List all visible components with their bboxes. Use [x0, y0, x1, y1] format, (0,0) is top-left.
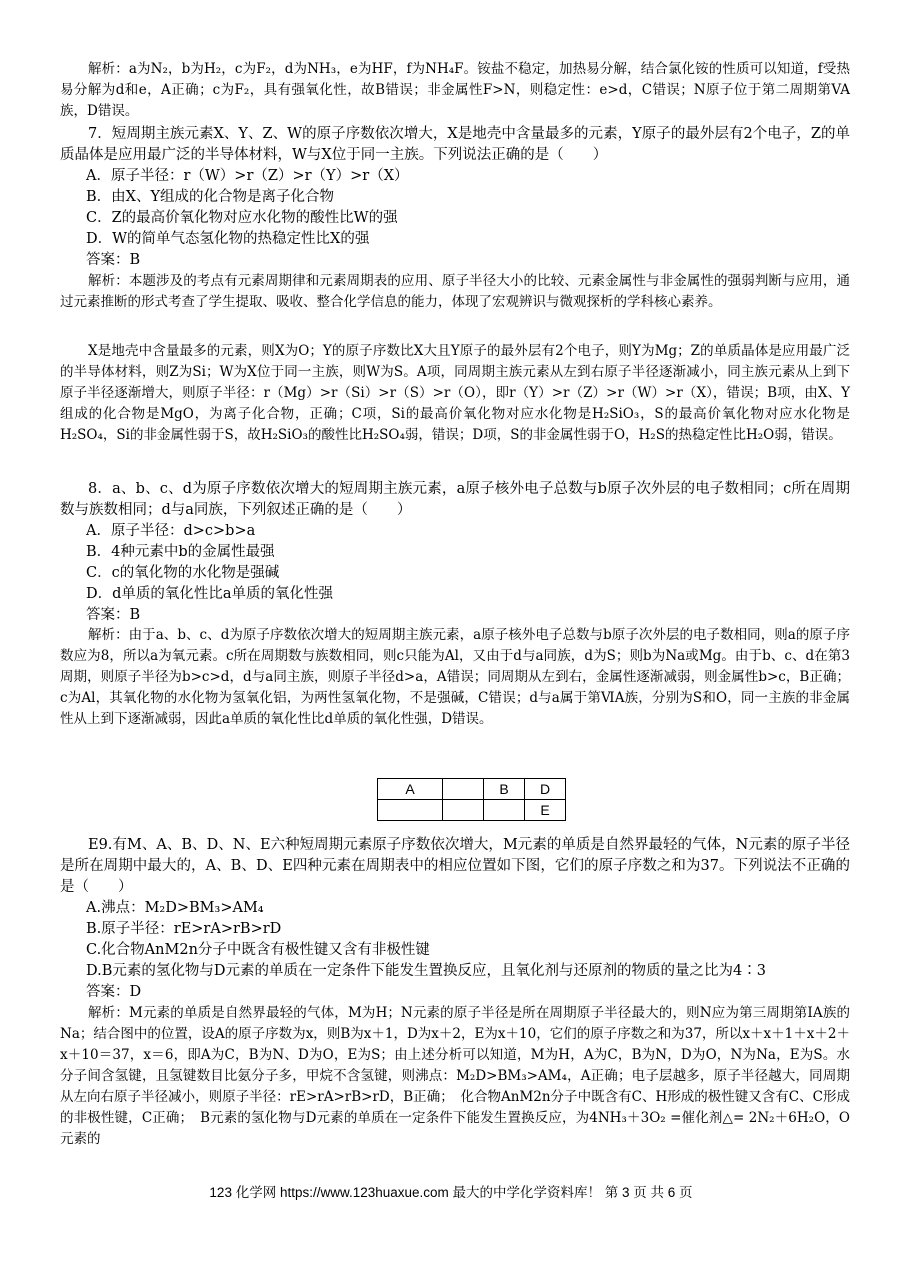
question-7: 7．短周期主族元素X、Y、Z、W的原子序数依次增大，X是地壳中含量最多的元素，Y原子的最外层有2个电子，Z的单质晶体是应用最广泛的半导体材料，W与X位于同一主族。下列说法正确的是（ ） [60, 126, 850, 163]
q7-option-c: C．Z的最高价氧化物对应水化物的酸性比W的强 [86, 210, 398, 226]
table-cell: B [484, 779, 525, 800]
question-8: 8．a、b、c、d为原子序数依次增大的短周期主族元素，a原子核外电子总数与b原子次外层的电子数相同；c所在周期数与族数相同；d与a同族，下列叙述正确的是（ ） [60, 481, 850, 518]
q7-option-b: B．由X、Y组成的化合物是离子化合物 [86, 189, 335, 205]
q8-option-a: A．原子半径：d>c>b>a [86, 523, 256, 539]
table-row [378, 779, 566, 800]
q9-option-b: B.原子半径：rE>rA>rB>rD [86, 921, 282, 937]
paragraph-analysis-6: 解析：a为N₂，b为H₂，c为F₂，d为NH₃，e为HF，f为NH₄F。铵盐不稳定，加热易分解，结合氯化铵的性质可以知道，f受热易分解为d和e，A正确；c为F₂，具有强氧化性，故B错误；非金属性F>N，则稳定性：e>d，C错误；N原子位于第二周期第VA族，D错误。 [60, 61, 850, 119]
periodic-position-table [377, 778, 566, 821]
q7-answer: 答案：B [86, 252, 141, 268]
q8-option-d: D．d单质的氧化性比a单质的氧化性强 [86, 586, 334, 602]
page-footer: 123 化学网 https://www.123huaxue.com 最大的中学化学资料库！ 第 3 页 共 6 页 [209, 1185, 693, 1200]
table-cell [378, 800, 443, 821]
question-9: E9.有M、A、B、D、N、E六种短周期元素原子序数依次增大，M元素的单质是自然界最轻的气体，N元素的原子半径是所在周期中最大的，A、B、D、E四种元素在周期表中的相应位置如下图，它们的原子序数之和为37。下列说法不正确的是（ ） [60, 837, 850, 895]
q8-analysis: 解析：由于a、b、c、d为原子序数依次增大的短周期主族元素，a原子核外电子总数与b原子次外层的电子数相同，则a的原子序数应为8，所以a为氧元素。c所在周期数与族数相同，则c只能为Al，又由于d与a同族，d为S；则b为Na或Mg。由于b、c、d在第3周期，则原子半径为b>c>d，d与a同主族，则原子半径d>a，A错误；同周期从左到右，金属性逐渐减弱，则金属性b>c，B正确；c为Al，其氧化物的水化物为氢氧化铝，为两性氢氧化物，不是强碱，C错误；d与a属于第ⅥA族，分别为S和O，同一主族的非金属性从上到下逐渐减弱，因此a单质的氧化性比d单质的氧化性强，D错误。 [60, 627, 850, 727]
q9-analysis: 解析：M元素的单质是自然界最轻的气体，M为H；N元素的原子半径是所在周期原子半径最大的，则N应为第三周期第ⅠA族的Na；结合图中的位置，设A的原子序数为x，则B为x＋1，D为x＋2，E为x＋10，它们的原子序数之和为37，所以x＋x＋1＋x＋2＋x＋10＝37，x＝6，即A为C，B为N、D为O，E为S；由上述分析可以知道，M为H，A为C，B为N，D为O，N为Na，E为S。水分子间含氢键，且氢键数目比氨分子多，甲烷不含氢键，则沸点：M₂D>BM₃>AM₄，A正确；电子层越多，原子半径越大，同周期从左向右原子半径减小，则原子半径：rE>rA>rB>rD，B正确； 化合物AnM2n分子中既含有C、H形成的极性键又含有C、C形成的非极性键，C正确； B元素的氢化物与D元素的单质在一定条件下能发生置换反应，为4NH₃＋3O₂ =催化剂△= 2N₂＋6H₂O，O元素的 [60, 1005, 850, 1147]
table-cell [443, 800, 484, 821]
table-cell [443, 779, 484, 800]
q9-option-a: A.沸点：M₂D>BM₃>AM₄ [86, 900, 264, 916]
table-cell [484, 800, 525, 821]
table-cell: A [378, 779, 443, 800]
q9-option-d: D.B元素的氢化物与D元素的单质在一定条件下能发生置换反应，且氧化剂与还原剂的物质的量之比为4∶3 [86, 963, 766, 979]
q9-option-c: C.化合物AnM2n分子中既含有极性键又含有非极性键 [86, 942, 430, 958]
q7-analysis-2: X是地壳中含量最多的元素，则X为O；Y的原子序数比X大且Y原子的最外层有2个电子，则Y为Mg；Z的单质晶体是应用最广泛的半导体材料，则Z为Si；W为X位于同一主族，则W为S。A项，同周期主族元素从左到右原子半径逐渐减小，同主族元素从上到下原子半径逐渐增大，则原子半径：r（Mg）>r（Si）>r（S）>r（O），即r（Y）>r（Z）>r（W）>r（X），错误；B项，由X、Y组成的化合物是MgO，为离子化合物，正确；C项，Si的最高价氧化物对应水化物是H₂SiO₃，S的最高价氧化物对应水化物是H₂SO₄，Si的非金属性弱于S，故H₂SiO₃的酸性比H₂SO₄弱，错误；D项，S的非金属性弱于O，H₂S的热稳定性比H₂O弱，错误。 [60, 343, 850, 443]
table-cell: E [525, 800, 566, 821]
table-cell: D [525, 779, 566, 800]
q7-option-d: D．W的简单气态氢化物的热稳定性比X的强 [86, 231, 370, 247]
q8-answer: 答案：B [86, 607, 141, 623]
q7-option-a: A．原子半径：r（W）>r（Z）>r（Y）>r（X） [86, 168, 409, 184]
q8-option-c: C．c的氧化物的水化物是强碱 [86, 565, 280, 581]
q7-analysis-1: 解析：本题涉及的考点有元素周期律和元素周期表的应用、原子半径大小的比较、元素金属性与非金属性的强弱判断与应用，通过元素推断的形式考查了学生提取、吸收、整合化学信息的能力，体现了宏观辨识与微观探析的学科核心素养。 [60, 273, 850, 310]
q9-answer: 答案：D [86, 984, 142, 1000]
q8-option-b: B．4种元素中b的金属性最强 [86, 544, 275, 560]
table-row [378, 800, 566, 821]
